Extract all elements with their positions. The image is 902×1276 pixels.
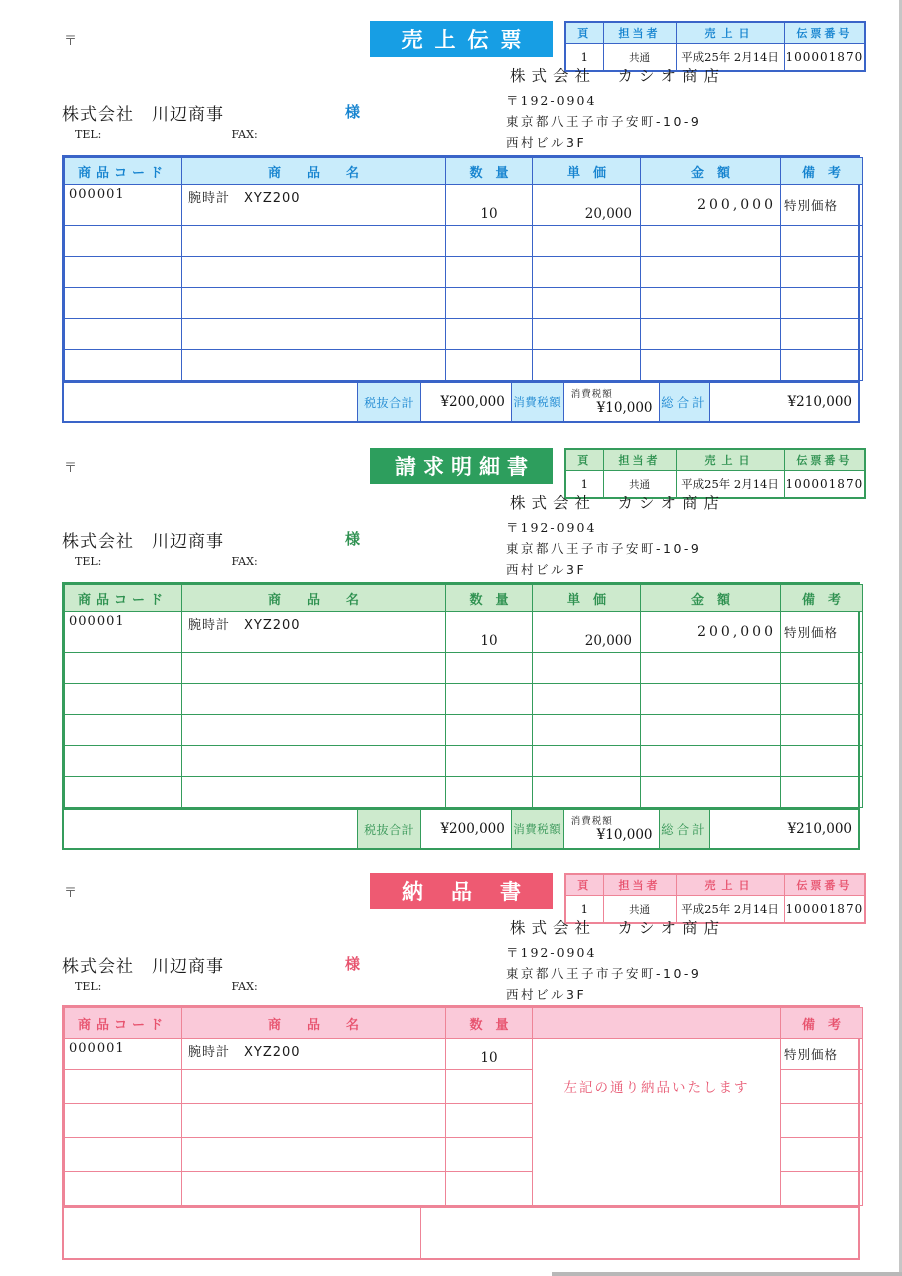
seller-postal: 〒192-0904: [506, 520, 597, 535]
col-header-qty: 数 量: [446, 1008, 533, 1039]
empty-row: [65, 319, 863, 350]
meta-value-page: 1: [565, 471, 603, 499]
col-header-qty: 数 量: [446, 585, 533, 612]
empty-row: [65, 684, 863, 715]
seller-address2: 西村ビル3F: [506, 987, 587, 1002]
meta-value-page: 1: [565, 896, 603, 924]
meta-value-slip-no: 100001870: [784, 471, 865, 499]
buyer-honorific: 様: [345, 955, 361, 973]
empty-row: [65, 777, 863, 808]
total-value: ¥210,000: [787, 821, 852, 837]
sales-slip-section: [0, 0, 902, 425]
buyer-block: [62, 952, 402, 977]
total-label: 総合計: [659, 383, 711, 421]
col-header-name: 商 品 名: [182, 585, 446, 612]
buyer-honorific: 様: [345, 530, 361, 548]
col-header-remarks: 備 考: [781, 1008, 863, 1039]
item-name: 腕時計 XYZ200: [182, 612, 446, 653]
seller-name: 株式会社 カシオ商店: [510, 494, 726, 512]
tax-value: ¥10,000: [596, 827, 653, 843]
delivery-message: 左記の通り納品いたします: [563, 1080, 750, 1096]
total-label: 総合計: [659, 810, 711, 848]
blank-column-header: [533, 1008, 781, 1039]
col-header-name: 商 品 名: [182, 1008, 446, 1039]
buyer-honorific: 様: [345, 103, 361, 121]
col-header-unit-price: 単 価: [533, 158, 641, 185]
buyer-block: [62, 100, 402, 125]
postal-mark: 〒: [64, 461, 78, 476]
meta-label-staff: 担当者: [603, 874, 676, 896]
col-header-amount: 金 額: [641, 585, 781, 612]
footer-row: [64, 1206, 858, 1258]
meta-label-page: 頁: [565, 449, 603, 471]
totals-row: [64, 808, 858, 848]
meta-value-staff: 共通: [603, 471, 676, 499]
form-title: 売上伝票: [401, 28, 534, 52]
buyer-name: 株式会社 川辺商事: [62, 532, 224, 552]
meta-value-page: 1: [565, 44, 603, 72]
seller-name: 株式会社 カシオ商店: [510, 919, 726, 937]
tax-label: 消費税額: [511, 383, 564, 421]
subtotal-label: 税抜合計: [357, 383, 421, 421]
col-header-amount: 金 額: [641, 158, 781, 185]
item-remarks: 特別価格: [781, 185, 863, 226]
meta-label-date: 売上日: [676, 22, 784, 44]
empty-row: [65, 226, 863, 257]
buyer-telfax: [75, 555, 258, 568]
item-row: [65, 185, 863, 226]
col-header-unit-price: 単 価: [533, 585, 641, 612]
buyer-fax-label: FAX:: [231, 128, 258, 141]
postal-mark: 〒: [64, 886, 78, 901]
item-unit-price: 20,000: [533, 612, 641, 653]
seller-postal: 〒192-0904: [506, 945, 597, 960]
seller-block: [506, 491, 765, 596]
empty-row: [65, 715, 863, 746]
seller-address1: 東京都八王子市子安町-10-9: [506, 114, 702, 129]
delivery-message-cell: [533, 1039, 781, 1206]
scan-edge-artifact: [552, 1272, 902, 1276]
meta-label-staff: 担当者: [603, 22, 676, 44]
item-amount: 200,000: [641, 185, 781, 226]
seller-postal: 〒192-0904: [506, 93, 597, 108]
item-code: 000001: [65, 612, 182, 653]
empty-row: [65, 288, 863, 319]
meta-label-slip-no: 伝票番号: [784, 22, 865, 44]
col-header-name: 商 品 名: [182, 158, 446, 185]
empty-row: [65, 350, 863, 381]
item-table: [62, 1005, 860, 1260]
seller-name: 株式会社 カシオ商店: [510, 67, 726, 85]
seller-block: [506, 64, 765, 169]
buyer-name: 株式会社 川辺商事: [62, 105, 224, 125]
empty-row: [65, 257, 863, 288]
buyer-name: 株式会社 川辺商事: [62, 957, 224, 977]
tax-sublabel: 消費税額: [570, 389, 613, 400]
seller-address2: 西村ビル3F: [506, 562, 587, 577]
subtotal-value: ¥200,000: [440, 821, 505, 837]
item-code: 000001: [65, 185, 182, 226]
meta-label-page: 頁: [565, 22, 603, 44]
form-title: 請求明細書: [395, 455, 535, 479]
item-remarks: 特別価格: [781, 612, 863, 653]
form-title-banner: [370, 21, 553, 57]
meta-value-date: 平成25年 2月14日: [676, 44, 784, 72]
delivery-note-section: [0, 852, 902, 1276]
subtotal-label: 税抜合計: [357, 810, 421, 848]
item-name: 腕時計 XYZ200: [182, 1039, 446, 1070]
meta-value-slip-no: 100001870: [784, 44, 865, 72]
meta-value-slip-no: 100001870: [784, 896, 865, 924]
footer-left-cell: [64, 1208, 421, 1258]
meta-label-staff: 担当者: [603, 449, 676, 471]
footer-right-cell: [421, 1208, 858, 1258]
col-header-remarks: 備 考: [781, 585, 863, 612]
tax-value-cell: [564, 383, 659, 421]
subtotal-value: ¥200,000: [440, 394, 505, 410]
col-header-code: 商品コード: [65, 585, 182, 612]
seller-address1: 東京都八王子市子安町-10-9: [506, 541, 702, 556]
totals-row: [64, 381, 858, 421]
buyer-telfax: [75, 980, 258, 993]
buyer-fax-label: FAX:: [231, 980, 258, 993]
item-qty: 10: [446, 1039, 533, 1070]
meta-value-staff: 共通: [603, 896, 676, 924]
item-amount: 200,000: [641, 612, 781, 653]
item-remarks: 特別価格: [781, 1039, 863, 1070]
totals-spacer: [64, 383, 357, 421]
buyer-tel-label: TEL:: [75, 980, 102, 993]
total-value: ¥210,000: [787, 394, 852, 410]
tax-label: 消費税額: [511, 810, 564, 848]
buyer-fax-label: FAX:: [231, 555, 258, 568]
item-qty: 10: [446, 612, 533, 653]
meta-label-page: 頁: [565, 874, 603, 896]
meta-value-date: 平成25年 2月14日: [676, 896, 784, 924]
tax-value-cell: [564, 810, 659, 848]
col-header-code: 商品コード: [65, 1008, 182, 1039]
seller-address2: 西村ビル3F: [506, 135, 587, 150]
totals-spacer: [64, 810, 357, 848]
postal-mark: 〒: [64, 34, 78, 49]
item-table: [62, 155, 860, 423]
item-table: [62, 582, 860, 850]
item-code: 000001: [65, 1039, 182, 1070]
seller-address1: 東京都八王子市子安町-10-9: [506, 966, 702, 981]
empty-row: [65, 653, 863, 684]
invoice-detail-section: [0, 427, 902, 852]
meta-label-date: 売上日: [676, 449, 784, 471]
meta-label-slip-no: 伝票番号: [784, 449, 865, 471]
col-header-remarks: 備 考: [781, 158, 863, 185]
buyer-tel-label: TEL:: [75, 128, 102, 141]
item-qty: 10: [446, 185, 533, 226]
col-header-code: 商品コード: [65, 158, 182, 185]
buyer-tel-label: TEL:: [75, 555, 102, 568]
item-row: [65, 1039, 863, 1070]
meta-label-date: 売上日: [676, 874, 784, 896]
buyer-telfax: [75, 128, 258, 141]
meta-value-staff: 共通: [603, 44, 676, 72]
meta-label-slip-no: 伝票番号: [784, 874, 865, 896]
item-row: [65, 612, 863, 653]
buyer-block: [62, 527, 402, 552]
item-name: 腕時計 XYZ200: [182, 185, 446, 226]
tax-sublabel: 消費税額: [570, 816, 613, 827]
form-title-banner: [370, 873, 553, 909]
empty-row: [65, 746, 863, 777]
item-unit-price: 20,000: [533, 185, 641, 226]
form-title: 納品書: [402, 880, 549, 904]
tax-value: ¥10,000: [596, 400, 653, 416]
col-header-qty: 数 量: [446, 158, 533, 185]
form-title-banner: [370, 448, 553, 484]
meta-value-date: 平成25年 2月14日: [676, 471, 784, 499]
